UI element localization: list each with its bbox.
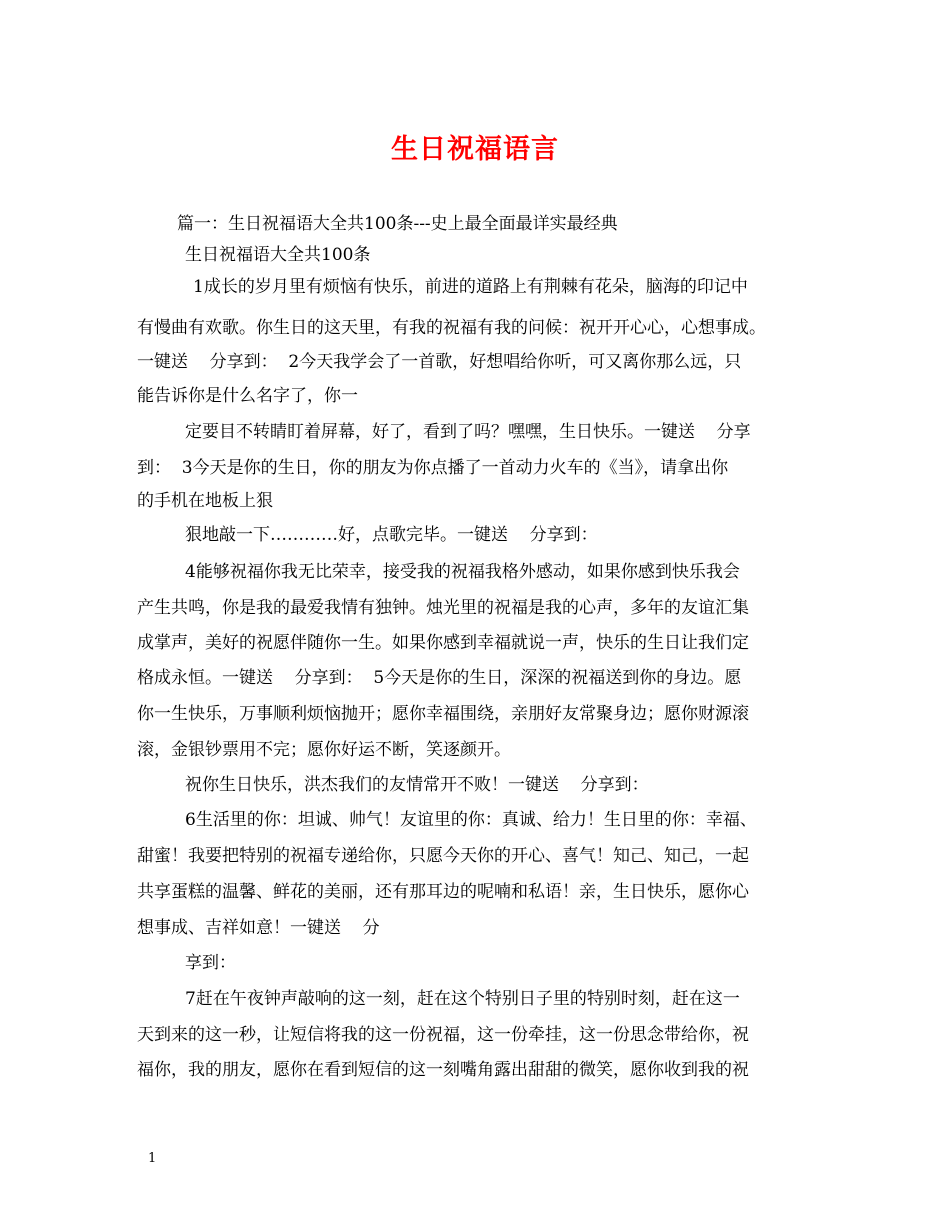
text-line: 有慢曲有欢歌。你生日的这天里，有我的祝福有我的问候：祝开开心心，心想事成。	[137, 318, 766, 338]
text-line: 生日祝福语大全共100条	[185, 245, 371, 265]
text-line: 4能够祝福你我无比荣幸，接受我的祝福我格外感动，如果你感到快乐我会	[185, 562, 740, 582]
text-line: 成掌声，美好的祝愿伴随你一生。如果你感到幸福就说一声，快乐的生日让我们定	[137, 633, 749, 653]
text-line: 滚，金银钞票用不完；愿你好运不断，笑逐颜开。	[137, 740, 511, 760]
text-line: 7赶在午夜钟声敲响的这一刻，赶在这个特别日子里的特别时刻，赶在这一	[185, 989, 740, 1009]
text-line: 到： 3今天是你的生日，你的朋友为你点播了一首动力火车的《当》，请拿出你	[137, 458, 729, 478]
text-line: 产生共鸣，你是我的最爱我情有独钟。烛光里的祝福是我的心声，多年的友谊汇集	[137, 598, 749, 618]
text-line: 天到来的这一秒，让短信将我的这一份祝福，这一份牵挂，这一份思念带给你，祝	[137, 1025, 749, 1045]
text-line: 福你，我的朋友，愿你在看到短信的这一刻嘴角露出甜甜的微笑，愿你收到我的祝	[137, 1060, 749, 1080]
text-line: 定要目不转睛盯着屏幕，好了，看到了吗？嘿嘿，生日快乐。一键送 分享	[185, 422, 751, 442]
text-line: 甜蜜！我要把特别的祝福专递给你，只愿今天你的开心、喜气！知己、知己，一起	[137, 846, 749, 866]
document-title: 生日祝福语言	[391, 134, 559, 165]
text-line: 祝你生日快乐，洪杰我们的友情常开不败！一键送 分享到：	[185, 775, 649, 795]
text-line: 一键送 分享到： 2今天我学会了一首歌，好想唱给你听，可又离你那么远，只	[137, 352, 742, 372]
text-line: 狠地敲一下…………好，点歌完毕。一键送 分享到：	[185, 525, 598, 545]
text-line: 想事成、吉祥如意！一键送 分	[137, 918, 380, 938]
text-line: 篇一：生日祝福语大全共100条---史上最全面最详实最经典	[177, 214, 618, 234]
text-line: 6生活里的你：坦诚、帅气！友谊里的你：真诚、给力！生日里的你：幸福、	[185, 810, 757, 830]
text-line: 能告诉你是什么名字了，你一	[137, 386, 358, 406]
page-number: 1	[148, 1151, 157, 1166]
text-line: 你一生快乐，万事顺利烦恼抛开；愿你幸福围绕，亲朋好友常聚身边；愿你财源滚	[137, 704, 749, 724]
text-line: 1成长的岁月里有烦恼有快乐，前进的道路上有荆棘有花朵，脑海的印记中	[193, 277, 748, 297]
text-line: 的手机在地板上狠	[137, 491, 273, 511]
text-line: 格成永恒。一键送 分享到： 5今天是你的生日，深深的祝福送到你的身边。愿	[137, 668, 742, 688]
text-line: 共享蛋糕的温馨、鲜花的美丽，还有那耳边的呢喃和私语！亲，生日快乐，愿你心	[137, 882, 749, 902]
text-line: 享到：	[185, 953, 236, 973]
